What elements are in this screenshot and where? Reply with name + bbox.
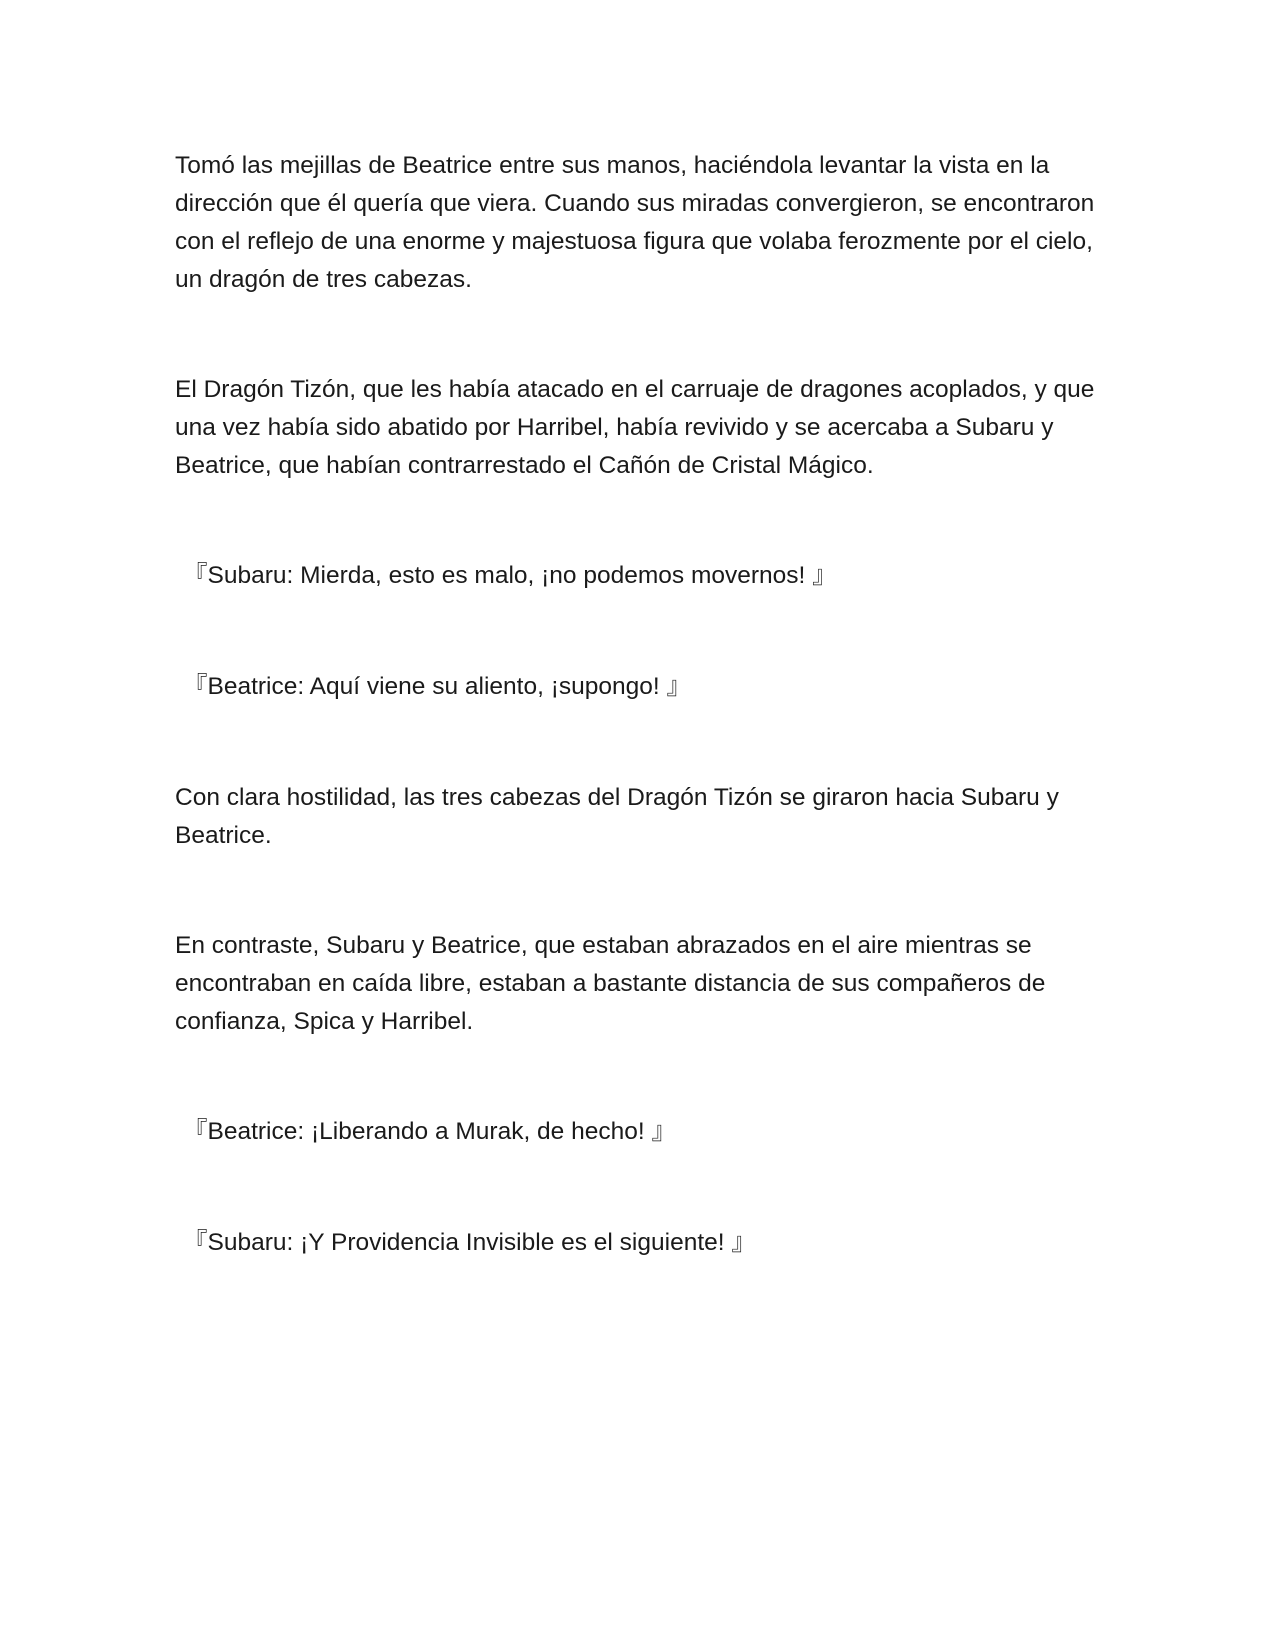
paragraph-gap (175, 706, 1095, 779)
paragraph-3: Con clara hostilidad, las tres cabezas del Dragón Tizón se giraron hacia Subaru y Beatrice. (175, 784, 1059, 849)
dialogue-line-1: 『Subaru: Mierda, esto es malo, ¡no podemos movernos! 』 (183, 562, 837, 589)
dialogue-line-3: 『Beatrice: ¡Liberando a Murak, de hecho! 』 (183, 1118, 676, 1145)
text-column (175, 147, 1095, 1262)
paragraph-4: En contraste, Subaru y Beatrice, que estaban abrazados en el aire mientras se encontraban en caída libre, estaban a bastante distancia de sus compañeros de confianza, Spica y Harribel. (175, 932, 1046, 1035)
paragraph-gap (175, 485, 1095, 557)
paragraph-gap (175, 855, 1095, 927)
paragraph-2: El Dragón Tizón, que les había atacado en el carruaje de dragones acoplados, y que una vez había sido abatido por Harribel, había revivido y se acercaba a Subaru y Beatrice, que habían contrarrestado el Cañón de Cristal Mágico. (175, 376, 1095, 479)
paragraph-gap (175, 1041, 1095, 1113)
dialogue-line-4: 『Subaru: ¡Y Providencia Invisible es el siguiente! 』 (183, 1229, 756, 1256)
dialogue-line-2: 『Beatrice: Aquí viene su aliento, ¡supongo! 』 (183, 673, 691, 700)
paragraph-gap (175, 299, 1095, 371)
paragraph-gap (175, 1151, 1095, 1224)
paragraph-gap (175, 595, 1095, 668)
paragraph-1: Tomó las mejillas de Beatrice entre sus manos, haciéndola levantar la vista en la dirección que él quería que viera. Cuando sus miradas convergieron, se encontraron con el reflejo de una enorme y majestuosa figura que volaba ferozmente por el cielo, un dragón de tres cabezas. (175, 152, 1095, 293)
